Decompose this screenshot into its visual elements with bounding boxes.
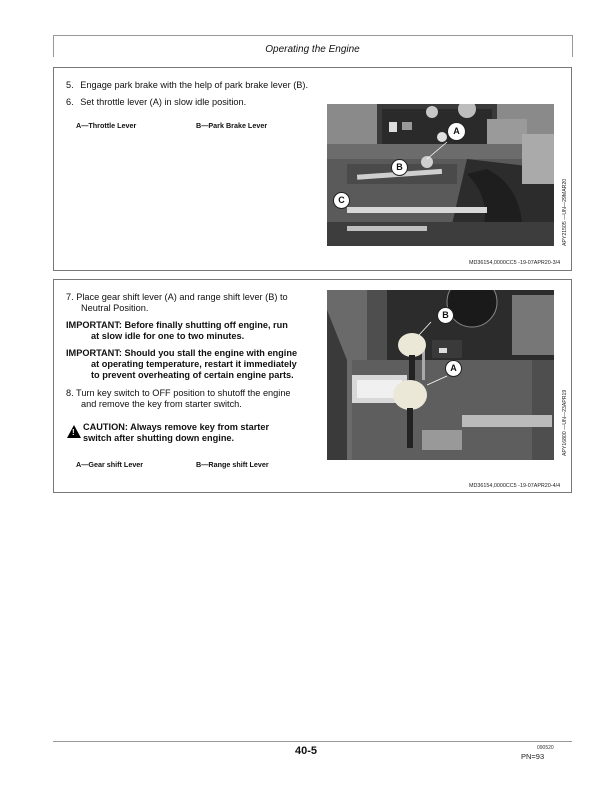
page-header-title: Operating the Engine (265, 44, 360, 55)
figure-label-a: A (445, 360, 462, 377)
page-count-code: PN=93 (521, 752, 545, 761)
page-number: 40-5 (294, 745, 318, 757)
step-5 (66, 80, 308, 92)
step-7-line2: Neutral Position. (81, 303, 149, 313)
reference-code: MD36154,0000CC5 -19-07APR20-3/4 (469, 260, 561, 266)
section-park-brake (53, 67, 572, 271)
important-2-line2: at operating temperature, restart it immediately (91, 359, 297, 369)
step-number: 5. (66, 80, 74, 90)
callout-b: B—Park Brake Lever (196, 121, 268, 130)
figure-label-c: C (333, 192, 350, 209)
important-2-line1: IMPORTANT: Should you stall the engine with engine (66, 348, 298, 358)
section-shutoff (53, 279, 572, 493)
caution-line2: switch after shutting down engine. (83, 433, 235, 443)
step-7-line1: 7. Place gear shift lever (A) and range shift lever (B) to (66, 292, 288, 302)
step-8-line2: and remove the key from starter switch. (81, 399, 242, 409)
warning-triangle-icon: ! (67, 425, 81, 438)
figure-label-a: A (447, 122, 466, 141)
step-6 (66, 97, 246, 109)
figure-label-b: B (391, 159, 408, 176)
shift-levers-photo (327, 290, 554, 460)
reference-code: MD36154,0000CC5 -19-07APR20-4/4 (469, 483, 561, 489)
important-1-line2: at slow idle for one to two minutes. (91, 331, 245, 341)
important-1-line1: IMPORTANT: Before finally shutting off engine, run (66, 320, 288, 330)
header-rule (53, 35, 572, 36)
callout-a: A—Throttle Lever (76, 121, 137, 130)
callout-a: A—Gear shift Lever (76, 460, 144, 469)
document-date: 090520 (537, 745, 554, 751)
important-2-line3: to prevent overheating of certain engine parts. (91, 370, 294, 380)
figure-label-b: B (437, 307, 454, 324)
caution-line1: CAUTION: Always remove key from starter (83, 422, 270, 432)
figure-id: APY16800 —UN—23APR19 (562, 389, 568, 456)
footer-rule (53, 741, 572, 742)
figure-id: APY21505 —UN—29MAR20 (562, 178, 568, 246)
step-number: 6. (66, 97, 74, 107)
step-8-line1: 8. Turn key switch to OFF position to shutoff the engine (66, 388, 291, 398)
throttle-park-brake-photo (327, 104, 554, 246)
step-text: Engage park brake with the help of park brake lever (B). (80, 80, 309, 90)
callout-b: B—Range shift Lever (196, 460, 269, 469)
step-text: Set throttle lever (A) in slow idle position. (80, 97, 247, 107)
header-rule-right (572, 35, 573, 57)
